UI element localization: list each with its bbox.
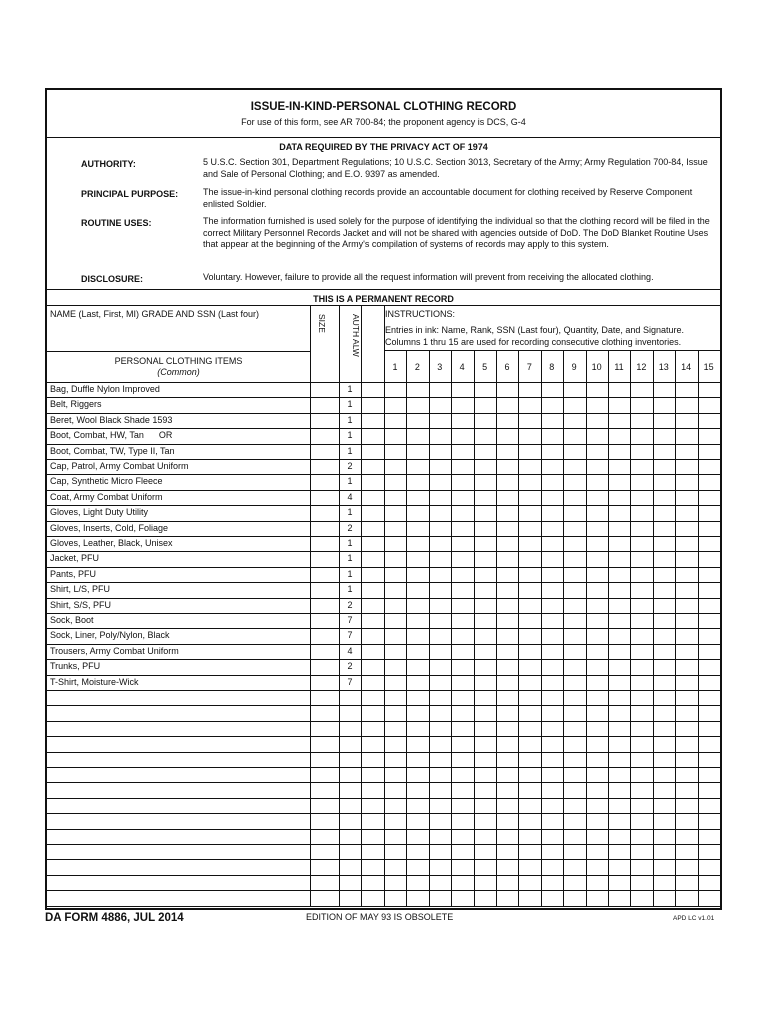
item-authorized-qty: 1: [347, 414, 353, 425]
column-rule: [608, 351, 609, 906]
form-number: DA FORM 4886, JUL 2014: [45, 912, 184, 924]
inventory-column-7: 7: [526, 362, 532, 372]
item-name: Sock, Boot: [50, 615, 94, 625]
inventory-column-14: 14: [681, 362, 692, 372]
item-authorized-qty: 7: [347, 676, 353, 687]
divider: [384, 350, 720, 351]
item-authorized-qty: 2: [347, 599, 353, 610]
instructions-text: Entries in ink: Name, Rank, SSN (Last four), Quantity, Date, and Signature. Columns 1 thru 15 are used for recording consecutive clothing inventories.: [385, 325, 684, 347]
item-name: Bag, Duffle Nylon Improved: [50, 384, 160, 394]
item-name: Gloves, Leather, Black, Unisex: [50, 538, 173, 548]
item-name: Sock, Liner, Poly/Nylon, Black: [50, 630, 170, 641]
column-rule: [518, 351, 519, 906]
column-rule: [630, 351, 631, 906]
size-column-header: SIZE: [317, 314, 327, 333]
item-name: Trunks, PFU: [50, 661, 101, 672]
inventory-column-2: 2: [414, 362, 420, 372]
item-name: Gloves, Inserts, Cold, Foliage: [50, 522, 169, 533]
item-name: Cap, Synthetic Micro Fleece: [50, 476, 163, 487]
item-name: Coat, Army Combat Uniform: [50, 491, 163, 502]
form-subtitle: For use of this form, see AR 700-84; the proponent agency is DCS, G-4: [241, 117, 526, 127]
column-rule: [384, 305, 385, 906]
column-rule: [563, 351, 564, 906]
item-authorized-qty: 1: [347, 507, 353, 518]
items-heading-title: PERSONAL CLOTHING ITEMS: [114, 356, 243, 366]
column-rule: [310, 305, 311, 906]
item-authorized-qty: 4: [347, 491, 353, 502]
item-name: Shirt, L/S, PFU: [50, 584, 111, 595]
item-authorized-qty: 1: [347, 476, 353, 487]
item-name: Cap, Patrol, Army Combat Uniform: [50, 461, 189, 471]
item-name: Belt, Riggers: [50, 399, 102, 410]
routine-uses-text: The information furnished is used solely for the purpose of identifying the individual so that the clothing record will be filed in the correct Military Personnel Records Jacket and will not be shared with agencies outside of DoD. The DoD Blanket Routine Uses that appear at the beginning of the Army's compilation of systems of records may apply to this system.: [203, 216, 710, 249]
disclosure-label: DISCLOSURE:: [81, 274, 144, 284]
inventory-column-8: 8: [549, 362, 555, 372]
item-name: Trousers, Army Combat Uniform: [50, 645, 179, 656]
divider: [47, 137, 720, 138]
column-rule: [451, 351, 452, 906]
item-name: Boot, Combat, TW, Type II, Tan: [50, 445, 175, 456]
column-rule: [675, 351, 676, 906]
privacy-heading: DATA REQUIRED BY THE PRIVACY ACT OF 1974: [279, 142, 488, 152]
inventory-column-1: 1: [392, 362, 398, 372]
disclosure-text: Voluntary. However, failure to provide all the request information will prevent from receiving the allocated clothing.: [203, 272, 654, 282]
item-name: T-Shirt, Moisture-Wick: [50, 676, 139, 687]
form-title: ISSUE-IN-KIND-PERSONAL CLOTHING RECORD: [250, 101, 517, 113]
column-rule: [339, 305, 340, 906]
item-authorized-qty: 1: [347, 399, 353, 410]
item-authorized-qty: 2: [347, 522, 353, 533]
clothing-record-form: [45, 88, 722, 910]
name-grade-ssn-field[interactable]: NAME (Last, First, MI) GRADE AND SSN (Last four): [50, 309, 260, 319]
column-rule: [541, 351, 542, 906]
item-authorized-qty: 4: [347, 645, 353, 656]
item-authorized-qty: 1: [347, 553, 353, 564]
column-rule: [406, 351, 407, 906]
inventory-column-3: 3: [437, 362, 443, 372]
column-rule: [698, 351, 699, 906]
column-rule: [361, 305, 362, 906]
item-name: Shirt, S/S, PFU: [50, 599, 112, 610]
item-name: Boot, Combat, HW, Tan OR: [50, 430, 173, 441]
column-rule: [653, 351, 654, 906]
authority-label: AUTHORITY:: [81, 159, 136, 169]
item-authorized-qty: 1: [347, 538, 353, 548]
inventory-column-10: 10: [591, 362, 602, 372]
items-heading: [47, 356, 310, 378]
item-name: Beret, Wool Black Shade 1593: [50, 414, 173, 425]
items-heading-subtitle: (Common): [157, 367, 200, 377]
item-authorized-qty: 7: [347, 615, 353, 625]
column-rule: [429, 351, 430, 906]
edition-note: EDITION OF MAY 93 IS OBSOLETE: [306, 912, 454, 922]
item-authorized-qty: 1: [347, 445, 353, 456]
auth-alw-column-header: AUTH ALW: [351, 314, 361, 357]
item-authorized-qty: 2: [347, 661, 353, 672]
item-authorized-qty: 1: [347, 568, 353, 579]
inventory-column-12: 12: [636, 362, 647, 372]
version-label: APD LC v1.01: [673, 915, 715, 922]
inventory-column-5: 5: [482, 362, 488, 372]
column-rule: [474, 351, 475, 906]
inventory-column-6: 6: [504, 362, 510, 372]
item-name: Pants, PFU: [50, 568, 97, 579]
divider: [47, 351, 310, 352]
inventory-column-13: 13: [658, 362, 669, 372]
purpose-text: The issue-in-kind personal clothing records provide an accountable document for clothing received by Reserve Component enlisted Soldier.: [203, 187, 693, 209]
item-authorized-qty: 2: [347, 461, 353, 471]
inventory-column-15: 15: [703, 362, 714, 372]
purpose-label: PRINCIPAL PURPOSE:: [81, 189, 179, 199]
item-authorized-qty: 7: [347, 630, 353, 641]
inventory-column-11: 11: [614, 362, 624, 372]
instructions-title: INSTRUCTIONS:: [385, 309, 456, 319]
column-rule: [586, 351, 587, 906]
authority-text: 5 U.S.C. Section 301, Department Regulations; 10 U.S.C. Section 3013, Secretary of the Army; Army Regulation 700-84, Issue and Sale of Personal Clothing; and E.O. 9397 as amended.: [203, 157, 708, 179]
item-authorized-qty: 1: [347, 584, 353, 595]
routine-uses-label: ROUTINE USES:: [81, 218, 152, 228]
item-authorized-qty: 1: [347, 384, 353, 394]
inventory-column-9: 9: [571, 362, 577, 372]
column-rule: [496, 351, 497, 906]
inventory-column-4: 4: [459, 362, 465, 372]
item-authorized-qty: 1: [347, 430, 353, 441]
item-name: Jacket, PFU: [50, 553, 100, 564]
permanent-record-banner: THIS IS A PERMANENT RECORD: [313, 294, 454, 304]
item-name: Gloves, Light Duty Utility: [50, 507, 149, 518]
divider: [47, 289, 720, 290]
